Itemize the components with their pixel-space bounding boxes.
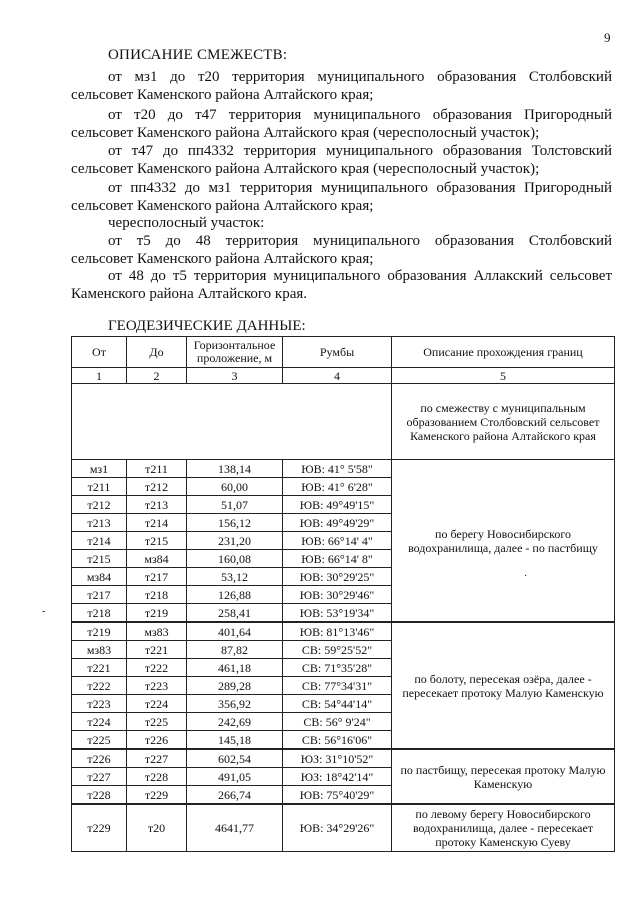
point-from: мз84 (72, 568, 127, 586)
point-to: т227 (127, 749, 187, 768)
distance: 160,08 (187, 550, 283, 568)
distance: 242,69 (187, 713, 283, 731)
col-number: 2 (127, 368, 187, 384)
adjacency-paragraph: от мз1 до т20 территория муниципального образования Столбовский (108, 69, 612, 85)
distance: 266,74 (187, 786, 283, 805)
bearing: ЮВ: 53°19'34" (283, 604, 392, 623)
point-to: т20 (127, 804, 187, 852)
boundary-description: по пастбищу, пересекая протоку Малую Каменскую (392, 749, 615, 804)
distance: 126,88 (187, 586, 283, 604)
header-distance: Горизонтальное проложение, м (187, 337, 283, 368)
distance: 258,41 (187, 604, 283, 623)
point-to: т215 (127, 532, 187, 550)
point-from: т226 (72, 749, 127, 768)
distance: 145,18 (187, 731, 283, 750)
table-row (72, 749, 615, 768)
point-from: т229 (72, 804, 127, 852)
point-from: т214 (72, 532, 127, 550)
point-to: т228 (127, 768, 187, 786)
bearing: ЮВ: 34°29'26" (283, 804, 392, 852)
boundary-description: по болоту, пересекая озёра, далее - пересекает протоку Малую Каменскую (392, 622, 615, 749)
bearing: ЮВ: 41° 6'28" (283, 478, 392, 496)
col-number: 1 (72, 368, 127, 384)
bearing: СВ: 77°34'31" (283, 677, 392, 695)
point-to: т229 (127, 786, 187, 805)
intro-description: по смежеству с муниципальным образованием Столбовский сельсовет Каменского района Алтайского края (392, 384, 615, 460)
geodetic-title: ГЕОДЕЗИЧЕСКИЕ ДАННЫЕ: (108, 318, 306, 334)
distance: 156,12 (187, 514, 283, 532)
adjacency-paragraph-cont: сельсовет Каменского района Алтайского края (чересполосный участок); (71, 125, 540, 141)
point-to: т219 (127, 604, 187, 623)
header-to: До (127, 337, 187, 368)
bearing: ЮВ: 81°13'46" (283, 622, 392, 641)
bearing: ЮВ: 75°40'29" (283, 786, 392, 805)
point-from: мз83 (72, 641, 127, 659)
bearing: СВ: 54°44'14" (283, 695, 392, 713)
point-from: т223 (72, 695, 127, 713)
distance: 138,14 (187, 460, 283, 478)
adjacency-paragraph-cont: сельсовет Каменского района Алтайского края; (71, 198, 374, 214)
point-from: т224 (72, 713, 127, 731)
distance: 4641,77 (187, 804, 283, 852)
stray-mark: - (42, 606, 46, 617)
table-row (72, 460, 615, 478)
distance: 87,82 (187, 641, 283, 659)
point-from: мз1 (72, 460, 127, 478)
point-from: т213 (72, 514, 127, 532)
point-to: т222 (127, 659, 187, 677)
bearing: ЮВ: 41° 5'58" (283, 460, 392, 478)
point-to: т221 (127, 641, 187, 659)
bearing: ЮВ: 30°29'25" (283, 568, 392, 586)
col-number: 4 (283, 368, 392, 384)
header-bearing: Румбы (283, 337, 392, 368)
distance: 602,54 (187, 749, 283, 768)
col-number: 3 (187, 368, 283, 384)
point-from: т227 (72, 768, 127, 786)
table-row (72, 804, 615, 852)
point-to: мз83 (127, 622, 187, 641)
adjacency-paragraph: от т5 до 48 территория муниципального образования Столбовский (108, 233, 612, 249)
bearing: СВ: 56°16'06" (283, 731, 392, 750)
point-to: т226 (127, 731, 187, 750)
adjacency-paragraph: от т20 до т47 территория муниципального образования Пригородный (108, 107, 612, 123)
point-from: т212 (72, 496, 127, 514)
page-number: 9 (604, 30, 611, 45)
adjacency-paragraph-cont: сельсовет Каменского района Алтайского края; (71, 251, 374, 267)
col-number: 5 (392, 368, 615, 384)
intro-blank (72, 384, 392, 460)
adjacency-title: ОПИСАНИЕ СМЕЖЕСТВ: (108, 47, 288, 63)
point-to: т225 (127, 713, 187, 731)
stray-dot: · (524, 571, 528, 582)
adjacency-paragraph: от 48 до т5 территория муниципального образования Аллакский сельсовет (108, 268, 612, 284)
point-from: т218 (72, 604, 127, 623)
boundary-description: по берегу Новосибирского водохранилища, далее - по пастбищу (392, 460, 615, 623)
point-to: т223 (127, 677, 187, 695)
boundary-description: по левому берегу Новосибирского водохранилища, далее - пересекает протоку Каменскую Суеву (392, 804, 615, 852)
table-row (72, 622, 615, 641)
distance: 289,28 (187, 677, 283, 695)
point-from: т217 (72, 586, 127, 604)
point-from: т215 (72, 550, 127, 568)
distance: 491,05 (187, 768, 283, 786)
distance: 401,64 (187, 622, 283, 641)
point-to: т224 (127, 695, 187, 713)
header-from: От (72, 337, 127, 368)
point-to: т214 (127, 514, 187, 532)
bearing: ЮВ: 49°49'29" (283, 514, 392, 532)
point-from: т228 (72, 786, 127, 805)
bearing: ЮВ: 49°49'15" (283, 496, 392, 514)
point-from: т221 (72, 659, 127, 677)
point-from: т219 (72, 622, 127, 641)
adjacency-paragraph: от т47 до пп4332 территория муниципального образования Толстовский (108, 143, 612, 159)
bearing: СВ: 59°25'52" (283, 641, 392, 659)
point-from: т211 (72, 478, 127, 496)
point-to: мз84 (127, 550, 187, 568)
bearing: ЮВ: 66°14' 8" (283, 550, 392, 568)
adjacency-subheading: чересполосный участок: (108, 215, 265, 231)
bearing: СВ: 71°35'28" (283, 659, 392, 677)
point-to: т211 (127, 460, 187, 478)
distance: 356,92 (187, 695, 283, 713)
distance: 60,00 (187, 478, 283, 496)
distance: 53,12 (187, 568, 283, 586)
adjacency-paragraph: от пп4332 до мз1 территория муниципального образования Пригородный (108, 180, 612, 196)
point-from: т225 (72, 731, 127, 750)
point-to: т213 (127, 496, 187, 514)
bearing: ЮВ: 30°29'46" (283, 586, 392, 604)
header-description: Описание прохождения границ (392, 337, 615, 368)
bearing: СВ: 56° 9'24" (283, 713, 392, 731)
bearing: ЮВ: 66°14' 4" (283, 532, 392, 550)
geodetic-table (71, 336, 615, 852)
point-from: т222 (72, 677, 127, 695)
bearing: ЮЗ: 18°42'14" (283, 768, 392, 786)
point-to: т212 (127, 478, 187, 496)
point-to: т218 (127, 586, 187, 604)
adjacency-paragraph-cont: сельсовет Каменского района Алтайского края (чересполосный участок); (71, 161, 540, 177)
distance: 461,18 (187, 659, 283, 677)
point-to: т217 (127, 568, 187, 586)
bearing: ЮЗ: 31°10'52" (283, 749, 392, 768)
adjacency-paragraph-cont: Каменского района Алтайского края. (71, 286, 308, 302)
distance: 231,20 (187, 532, 283, 550)
adjacency-paragraph-cont: сельсовет Каменского района Алтайского края; (71, 87, 374, 103)
distance: 51,07 (187, 496, 283, 514)
